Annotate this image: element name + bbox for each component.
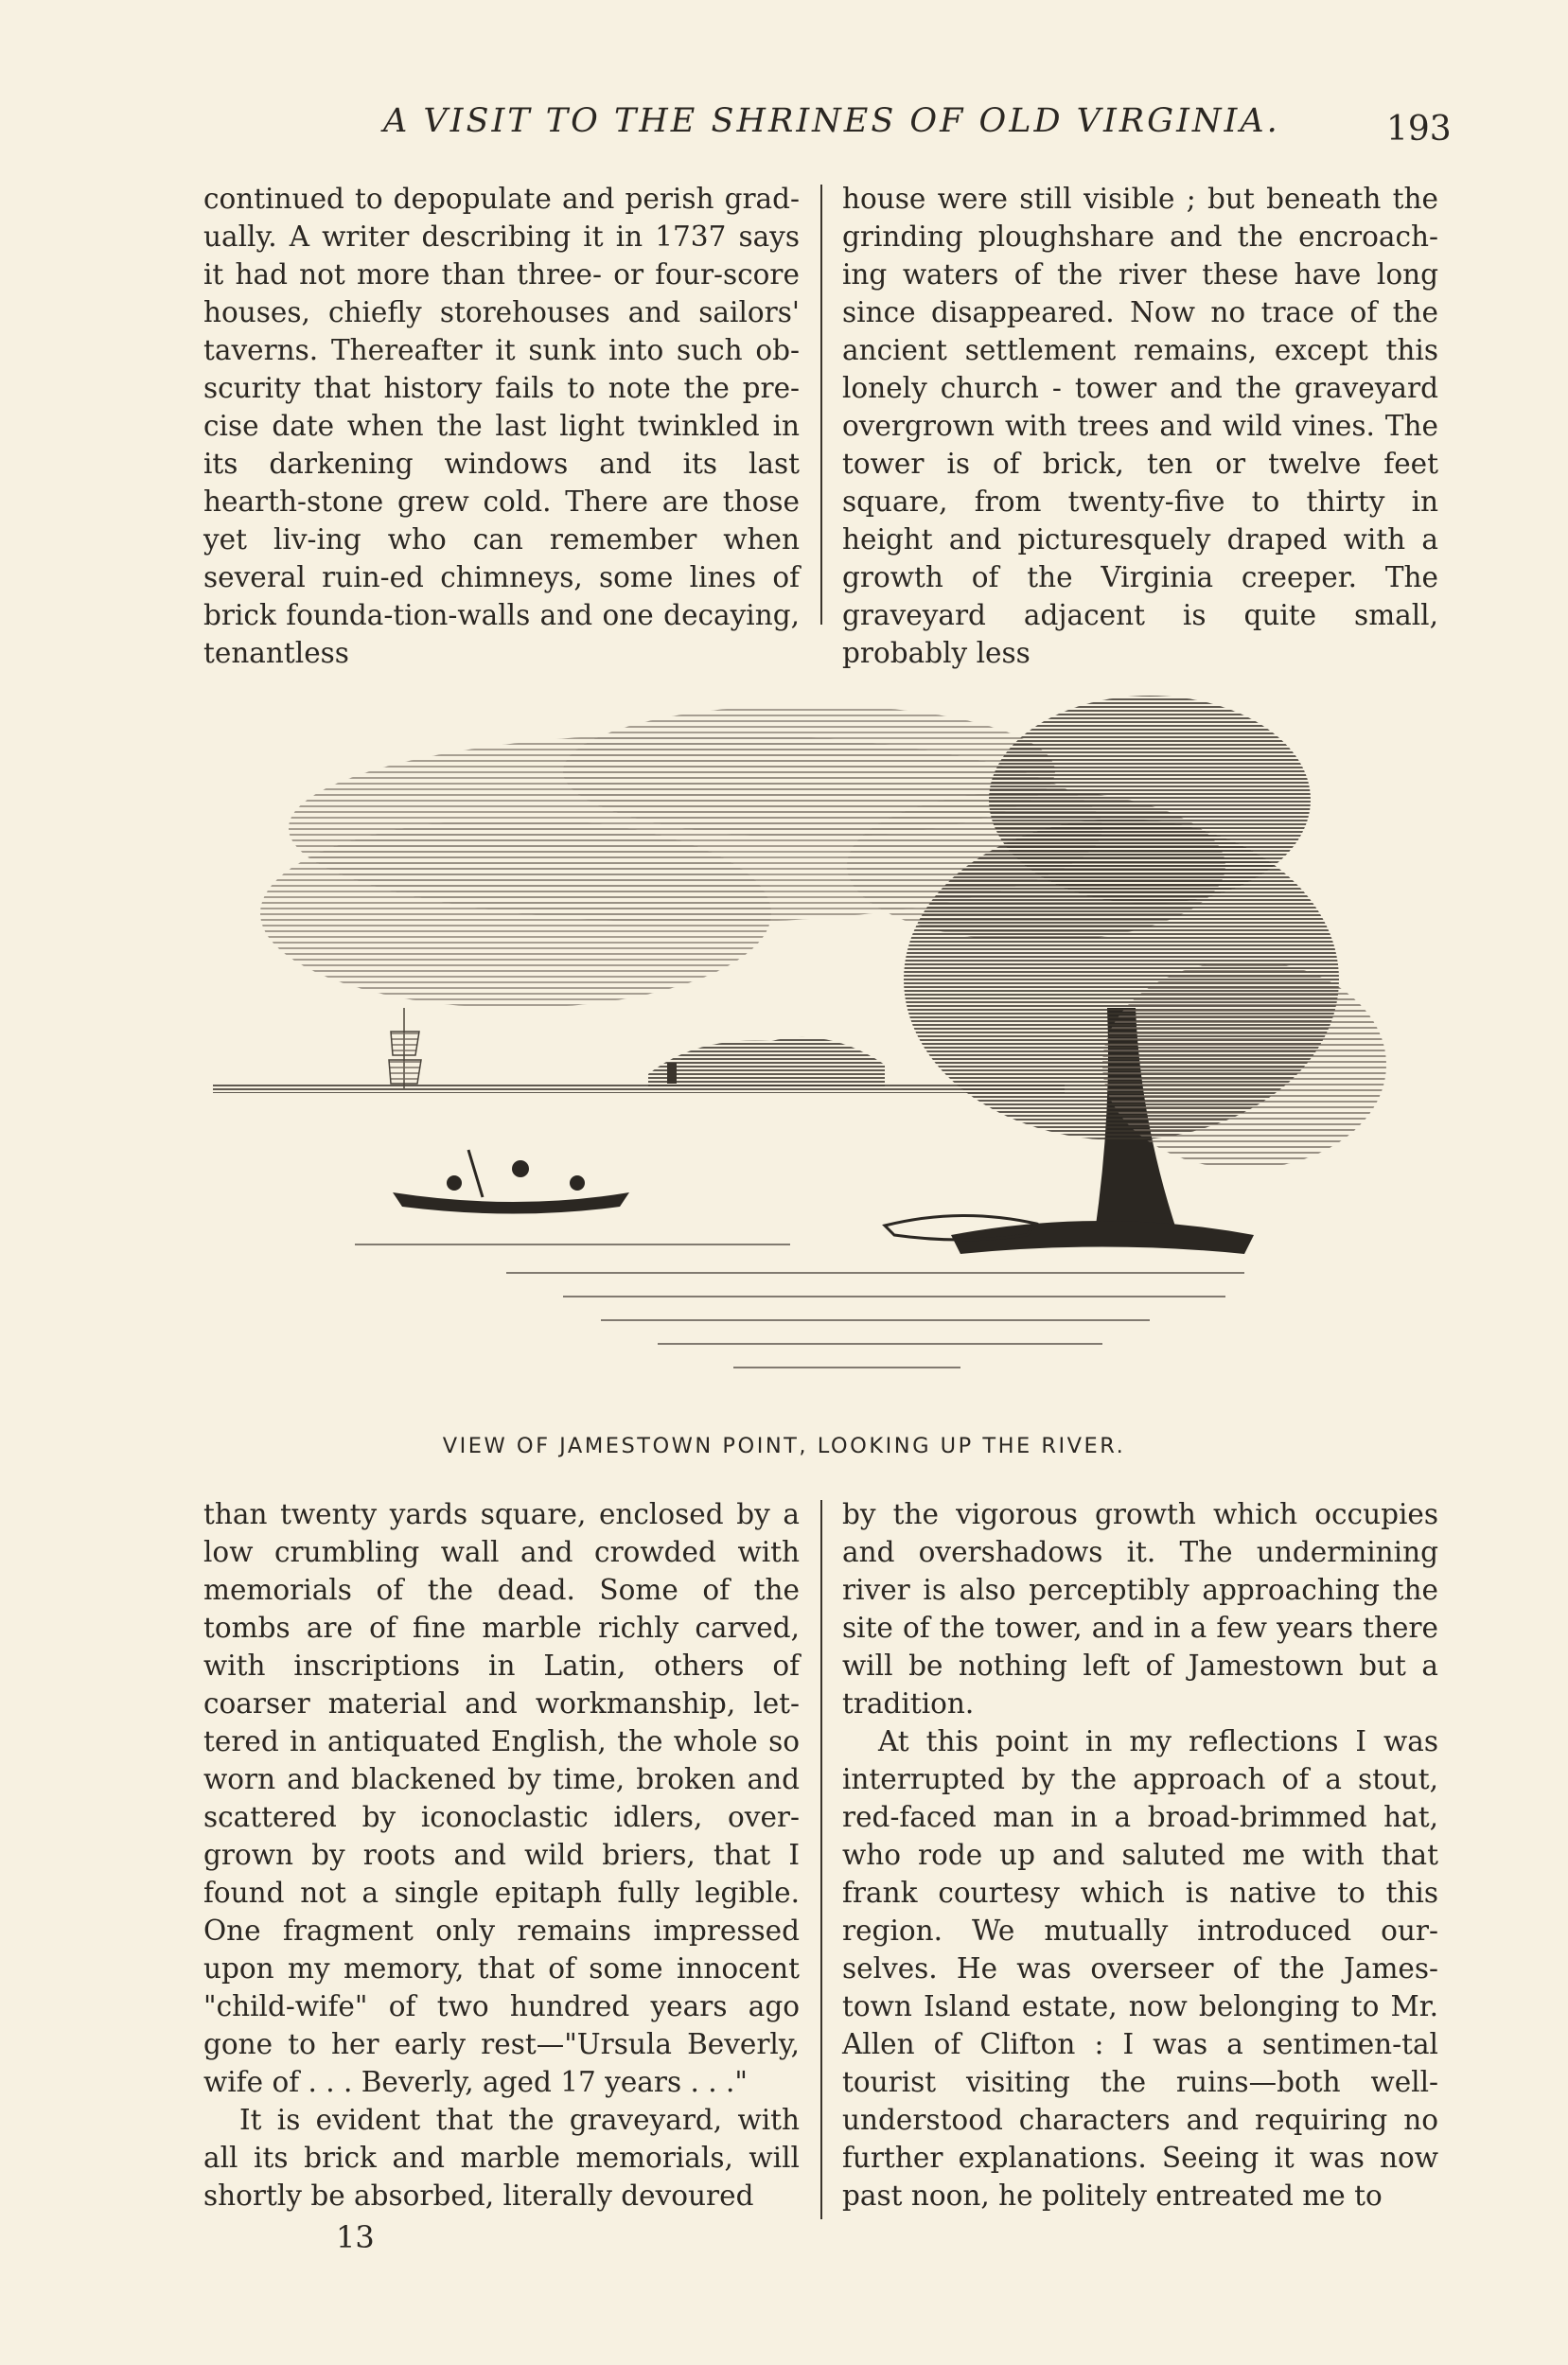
bottom-left-column	[203, 1495, 800, 2252]
rowboat	[393, 1150, 629, 1214]
paragraph: than twenty yards square, enclosed by a low crumbling wall and crowded with memorials of the dead. Some of the tombs are of fine marble richly carved, with inscriptions in Latin, others of coarser material and workmanship, let-tered in antiquated English, the whole so worn and blackened by time, broken and scattered by iconoclastic idlers, over-grown by roots and wild briers, that I found not a single epitaph fully legible. One fragment only remains impressed upon my memory, that of some innocent "child-wife" of two hundred years ago gone to her early rest—"Ursula Beverly, wife of . . . Beverly, aged 17 years . . ."	[203, 1498, 800, 2098]
paragraph: continued to depopulate and perish grad-ually. A writer describing it in 1737 says it had not more than three- or four-score houses, chiefly storehouses and sailors' taverns. Thereafter it sunk into such ob-scurity that history fails to note the pre-cise date when the last light twinkled in its darkening windows and its last hearth-stone grew cold. There are those yet liv-ing who can remember when several ruin-ed chimneys, some lines of brick founda-tion-walls and one decaying, tenantless	[203, 183, 800, 669]
water	[355, 1244, 1244, 1368]
page-number: 193	[1386, 110, 1452, 149]
bottom-right-column	[842, 1495, 1438, 2252]
paragraph: by the vigorous growth which occupies and overshadows it. The undermining river is also perceptibly approaching the site of the tower, and in a few years there will be nothing left of Jamestown but a tradition.	[842, 1498, 1438, 1720]
engraving-illustration	[203, 667, 1434, 1396]
page-header	[0, 102, 1568, 149]
column-divider-top	[820, 185, 822, 625]
top-right-column	[842, 180, 1438, 669]
signature-mark: 13	[336, 2219, 375, 2255]
top-left-column	[203, 180, 800, 669]
running-title: A VISIT TO THE SHRINES OF OLD VIRGINIA.	[383, 102, 1280, 140]
paragraph: It is evident that the graveyard, with all its brick and marble memorials, will shortly be absorbed, literally devoured	[203, 2104, 800, 2212]
paragraph: house were still visible ; but beneath the grinding ploughshare and the encroach-ing waters of the river these have long since disappeared. Now no trace of the ancient settlement remains, except this lonely church - tower and the graveyard overgrown with trees and wild vines. The tower is of brick, ten or twelve feet square, from twenty-five to thirty in height and picturesquely draped with a growth of the Virginia creeper. The graveyard adjacent is quite small, probably less	[842, 183, 1438, 669]
sailing-ship	[389, 1008, 421, 1088]
paragraph: At this point in my reflections I was interrupted by the approach of a stout, red-faced man in a broad-brimmed hat, who rode up and saluted me with that frank courtesy which is native to this region. We mutually introduced our-selves. He was overseer of the James-town Island estate, now belonging to Mr. Allen of Clifton : I was a sentimen-tal tourist visiting the ruins—both well-understood characters and requiring no further explanations. Seeing it was now past noon, he politely entreated me to	[842, 1725, 1438, 2212]
column-divider-bottom	[820, 1500, 822, 2219]
illustration-caption: VIEW OF JAMESTOWN POINT, LOOKING UP THE RIVER.	[442, 1434, 1126, 1458]
